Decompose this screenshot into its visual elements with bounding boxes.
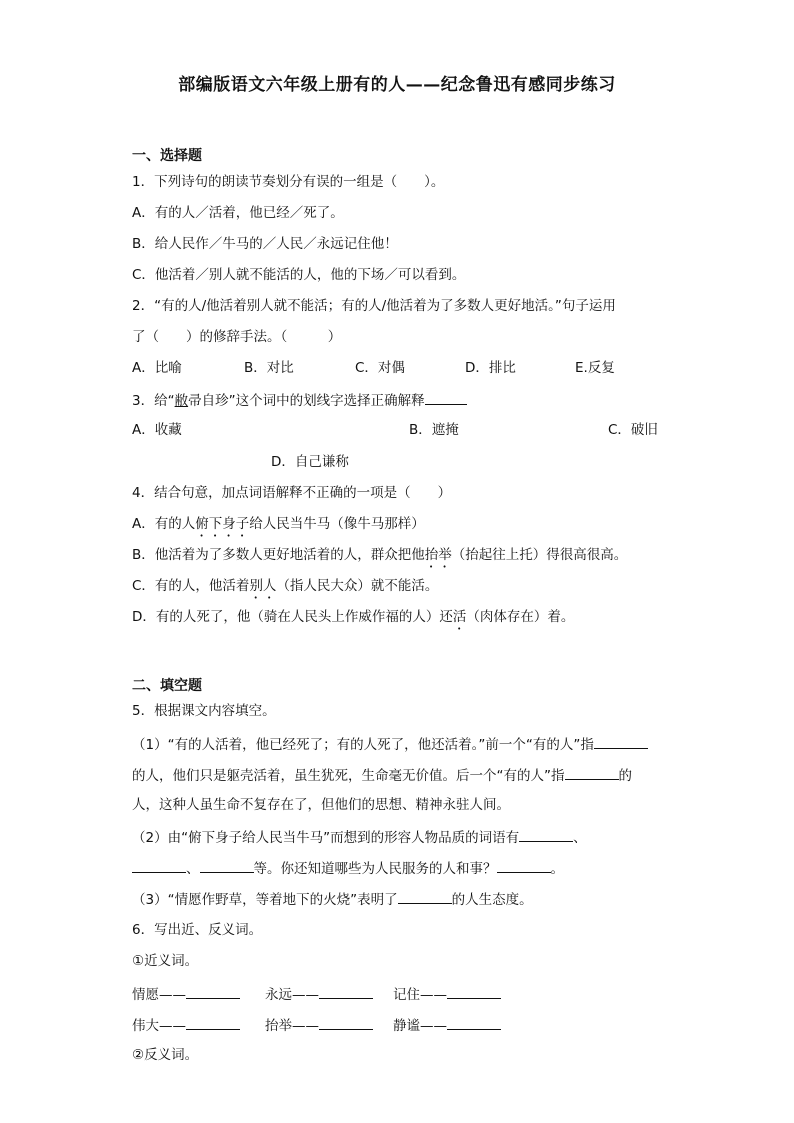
answer-blank[interactable]: [447, 1014, 501, 1030]
word-label: 情愿——: [132, 987, 186, 1003]
answer-blank[interactable]: [186, 1014, 240, 1030]
synonym-item: [393, 983, 501, 1005]
question-3-stem-word: 帚自珍: [188, 393, 229, 409]
page-title: 部编版语文六年级上册有的人——纪念鲁迅有感同步练习: [178, 75, 616, 95]
question-5-stem: 5．根据课文内容填空。: [132, 703, 276, 719]
option-text: （指人民大众）就不能活。: [276, 578, 439, 594]
dotted-word: 别人: [249, 578, 277, 594]
question-5-part2-line1: [132, 826, 587, 848]
question-4-option-c: [132, 576, 438, 602]
option-text: B．他活着为了多数人更好地活着的人，群众把他: [132, 547, 425, 563]
question-1-option-a: A．有的人／活着，他已经／死了。: [132, 205, 344, 221]
question-2-stem-line1: 2．“有的人/他活着别人就不能活；有的人/他活着为了多数人更好地活。”句子运用: [132, 298, 616, 314]
question-4-option-b: [132, 545, 627, 571]
fill-text: 、: [186, 861, 200, 877]
answer-blank[interactable]: [425, 389, 467, 405]
fill-text: 的人生态度。: [451, 892, 533, 908]
answer-blank[interactable]: [132, 857, 186, 873]
question-1-option-c: C．他活着／别人就不能活的人，他的下场／可以看到。: [132, 267, 466, 283]
question-5-part3: [132, 888, 533, 910]
question-5-part1-line2: [132, 764, 632, 786]
question-1-stem: 1．下列诗句的朗读节奏划分有误的一组是（ ）。: [132, 174, 445, 190]
fill-text: （1）“有的人活着，他已经死了；有的人死了，他还活着。”前一个“有的人”指: [132, 737, 594, 753]
word-label: 静谧——: [393, 1018, 447, 1034]
question-2-option-c: C．对偶: [355, 360, 405, 376]
question-4-option-d: [132, 607, 574, 633]
question-4-stem: 4．结合句意，加点词语解释不正确的一项是（ ）: [132, 485, 452, 501]
dotted-word: 活: [452, 609, 467, 625]
dotted-word: 俯下身子: [195, 516, 250, 532]
question-5-part1-line1: [132, 733, 648, 755]
answer-blank[interactable]: [186, 983, 240, 999]
option-text: 给人民当牛马（像牛马那样）: [249, 516, 425, 532]
antonyms-label: ②反义词。: [132, 1047, 199, 1063]
question-3-option-d: D．自己谦称: [271, 454, 349, 470]
synonym-item: [132, 983, 240, 1005]
synonym-item: [265, 983, 373, 1005]
question-5-part2-line2: [132, 857, 564, 879]
word-label: 抬举——: [265, 1018, 319, 1034]
fill-text: （3）“情愿作野草，等着地下的火烧”表明了: [132, 892, 398, 908]
answer-blank[interactable]: [319, 983, 373, 999]
question-3-stem-prefix: 3．给“: [132, 393, 175, 409]
option-text: （抬起往上托）得很高很高。: [451, 547, 628, 563]
word-label: 伟大——: [132, 1018, 186, 1034]
section-heading-choice: 一、选择题: [132, 148, 202, 164]
option-text: A．有的人: [132, 516, 196, 532]
question-3-underlined-char: 敝: [174, 393, 189, 409]
question-2-stem-line2: 了（ ）的修辞手法。（ ）: [132, 329, 342, 345]
question-3-option-b: B．遮掩: [409, 422, 459, 438]
fill-text: 等。你还知道哪些为人民服务的人和事？: [253, 861, 497, 877]
question-2-option-d: D．排比: [465, 360, 516, 376]
fill-text: 的人，他们只是躯壳活着，虽生犹死，生命毫无价值。后一个“有的人”指: [132, 768, 565, 784]
fill-text: 。: [550, 861, 564, 877]
question-1-option-b: B．给人民作／牛马的／人民／永远记住他！: [132, 236, 398, 252]
answer-blank[interactable]: [497, 857, 551, 873]
question-2-option-b: B．对比: [244, 360, 294, 376]
option-text: （肉体存在）着。: [466, 609, 575, 625]
dotted-word: 抬举: [424, 547, 452, 563]
fill-text: （2）由“俯下身子给人民当牛马”而想到的形容人物品质的词语有: [132, 830, 520, 846]
answer-blank[interactable]: [594, 733, 648, 749]
option-text: C．有的人，他活着: [132, 578, 250, 594]
question-3-option-c: C．破旧: [608, 422, 658, 438]
synonym-item: [132, 1014, 240, 1036]
question-4-option-a: [132, 514, 425, 540]
synonym-item: [265, 1014, 373, 1036]
section-heading-fill: 二、填空题: [132, 678, 202, 694]
answer-blank[interactable]: [519, 826, 573, 842]
answer-blank[interactable]: [200, 857, 254, 873]
fill-text: 的: [618, 768, 632, 784]
option-text: D．有的人死了，他（骑在人民头上作威作福的人）还: [132, 609, 453, 625]
question-2-option-e: E.反复: [575, 360, 615, 376]
answer-blank[interactable]: [398, 888, 452, 904]
question-5-part1-line3: 人，这种人虽生命不复存在了，但他们的思想、精神永驻人间。: [132, 797, 510, 813]
question-2-option-a: A．比喻: [132, 360, 182, 376]
question-3-option-a: A．收藏: [132, 422, 182, 438]
answer-blank[interactable]: [319, 1014, 373, 1030]
fill-text: 、: [573, 830, 587, 846]
word-label: 永远——: [265, 987, 319, 1003]
synonym-item: [393, 1014, 501, 1036]
question-6-stem: 6．写出近、反义词。: [132, 922, 263, 938]
question-3-stem-suffix: ”这个词中的划线字选择正确解释: [228, 393, 425, 409]
synonyms-label: ①近义词。: [132, 953, 199, 969]
word-label: 记住——: [393, 987, 447, 1003]
question-3-stem: [132, 389, 467, 411]
answer-blank[interactable]: [447, 983, 501, 999]
answer-blank[interactable]: [565, 764, 619, 780]
